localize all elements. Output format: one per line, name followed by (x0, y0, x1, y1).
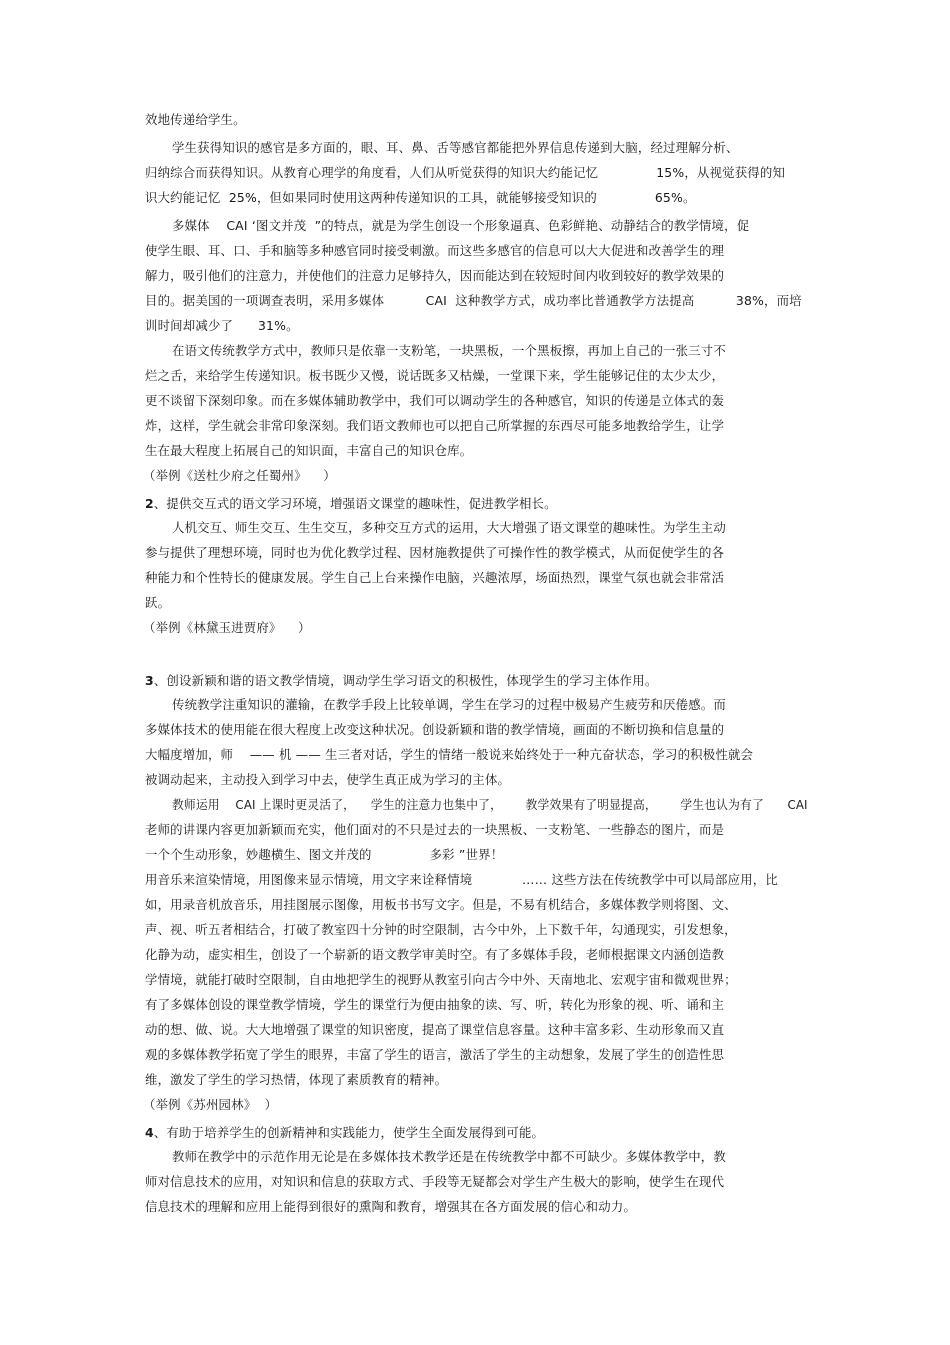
paragraph-line: 化静为动，虚实相生，创设了一个崭新的语文教学审美时空。有了多媒体手段，老师根据课文内涵创造教 (145, 947, 725, 962)
paragraph-line: 声、视、听五者相结合，打破了教室四十分钟的时空限制，古今中外，上下数千年，勾通现实，引发想象， (145, 922, 737, 937)
paragraph-line: 学情境，就能打破时空限制，自由地把学生的视野从教室引向古今中外、天南地北、宏观宇宙和微观世界； (145, 972, 737, 987)
paragraph-line: 人机交互、师生交互、生生交互，多种交互方式的运用，大大增强了语文课堂的趣味性。为学生主动 (172, 520, 726, 535)
paragraph-line: 更不谈留下深刻印象。而在多媒体辅助教学中，我们可以调动学生的各种感官，知识的传递是立体式的轰 (145, 393, 725, 408)
paragraph-line: 生在最大程度上拓展自己的知识面，丰富自己的知识仓库。 (145, 443, 473, 458)
paragraph-line: 大幅度增加，师 —— 机 —— 生三者对话，学生的情绪一般说来始终处于一种亢奋状态，学习的积极性就会 (145, 747, 754, 762)
paragraph-line: 用音乐来渲染情境，用图像来显示情境，用文字来诠释情境 …… 这些方法在传统教学中可以局部应用，比 (145, 872, 778, 887)
paragraph-line: 多媒体 CAI ‘图文并茂 ”的特点，就是为学生创设一个形象逼真、色彩鲜艳、动静结合的教学情境，促 (172, 218, 750, 233)
paragraph-line: 效地传递给学生。 (145, 112, 246, 127)
paragraph-line: 解力，吸引他们的注意力，并使他们的注意力足够持久，因而能达到在较短时间内收到较好的教学效果的 (145, 268, 725, 283)
paragraph-line: 使学生眼、耳、口、手和脑等多种感官同时接受刺激。而这些多感官的信息可以大大促进和改善学生的理 (145, 243, 725, 258)
paragraph-line: （举例《送杜少府之任蜀州》 ） (143, 468, 336, 483)
section-heading-text: 、有助于培养学生的创新精神和实践能力，使学生全面发展得到可能。 (153, 1125, 545, 1140)
paragraph-line: 动的想、做、说。大大地增强了课堂的知识密度，提高了课堂信息容量。这种丰富多彩、生动形象而又直 (145, 1022, 725, 1037)
section-heading (145, 673, 657, 689)
section-heading (145, 496, 557, 512)
paragraph-line: 跃。 (145, 595, 171, 610)
paragraph-line: 观的多媒体教学拓宽了学生的眼界，丰富了学生的语言，激活了学生的主动想象，发展了学生的创造性思 (145, 1047, 725, 1062)
paragraph-line: 种能力和个性特长的健康发展。学生自己上台来操作电脑，兴趣浓厚，场面热烈，课堂气氛也就会非常活 (145, 570, 725, 585)
paragraph-line: 在语文传统教学方式中，教师只是依靠一支粉笔，一块黑板，一个黑板擦，再加上自己的一张三寸不 (172, 343, 726, 358)
section-heading-text: 、创设新颖和谐的语文教学情境，调动学生学习语文的积极性，体现学生的学习主体作用。 (153, 673, 658, 688)
paragraph-line: 参与提供了理想环境，同时也为优化教学过程、因材施教提供了可操作性的教学模式，从而促使学生的各 (145, 545, 725, 560)
section-number: 3 (145, 673, 154, 688)
paragraph-line: 师对信息技术的应用，对知识和信息的获取方式、手段等无疑都会对学生产生极大的影响，使学生在现代 (145, 1174, 725, 1189)
paragraph-line: 传统教学注重知识的灌输，在教学手段上比较单调，学生在学习的过程中极易产生疲劳和厌倦感。而 (172, 697, 726, 712)
paragraph-line: 烂之舌，来给学生传递知识。板书既少又慢，说话既多又枯燥，一堂课下来，学生能够记住的太少太少， (145, 368, 725, 383)
paragraph-line: 如，用录音机放音乐，用挂图展示图像，用板书书写文字。但是，不易有机结合，多媒体教学则将图、文、 (145, 897, 737, 912)
paragraph-line: 教师在教学中的示范作用无论是在多媒体技术教学还是在传统教学中都不可缺少。多媒体教学中，教 (172, 1149, 726, 1164)
paragraph-line: （举例《林黛玉进贾府》 ） (143, 620, 311, 635)
paragraph-line: （举例《苏州园林》 ） (143, 1097, 278, 1112)
paragraph-line: 维，激发了学生的学习热情，体现了素质教育的精神。 (145, 1072, 448, 1087)
paragraph-line: 目的。据美国的一项调查表明，采用多媒体 CAI 这种教学方式，成功率比普通教学方法提高 38%，而培 (145, 293, 802, 308)
section-number: 4 (145, 1125, 154, 1140)
paragraph-line: 训时间却减少了 31%。 (145, 318, 299, 333)
section-heading-text: 、提供交互式的语文学习环境，增强语文课堂的趣味性，促进教学相长。 (153, 496, 557, 511)
section-heading (145, 1125, 544, 1141)
paragraph-line: 被调动起来，主动投入到学习中去，使学生真正成为学习的主体。 (145, 772, 511, 787)
paragraph-line: 教师运用 CAI 上课时更灵活了， 学生的注意力也集中了， 教学效果有了明显提高， 学生也认为有了 CAI (172, 797, 808, 812)
paragraph-line: 炸，这样，学生就会非常印象深刻。我们语文教师也可以把自己所掌握的东西尽可能多地教给学生，让学 (145, 418, 725, 433)
paragraph-line: 有了多媒体创设的课堂教学情境，学生的课堂行为便由抽象的读、写、听，转化为形象的视、听、诵和主 (145, 997, 725, 1012)
paragraph-line: 老师的讲课内容更加新颖而充实，他们面对的不只是过去的一块黑板、一支粉笔、一些静态的图片，而是 (145, 822, 725, 837)
paragraph-line: 信息技术的理解和应用上能得到很好的熏陶和教育，增强其在各方面发展的信心和动力。 (145, 1199, 637, 1214)
paragraph-line: 一个个生动形象，妙趣横生、图文并茂的 多彩 ”世界！ (145, 847, 504, 862)
section-number: 2 (145, 496, 154, 511)
paragraph-line: 归纳综合而获得知识。从教育心理学的角度看，人们从听觉获得的知识大约能记忆 15%，从视觉获得的知 (145, 165, 786, 180)
paragraph-line: 多媒体技术的使用能在很大程度上改变这种状况。创设新颖和谐的教学情境，画面的不断切换和信息量的 (145, 722, 725, 737)
paragraph-line: 识大约能记忆 25%，但如果同时使用这两种传递知识的工具，就能够接受知识的 65%。 (145, 190, 696, 205)
paragraph-line: 学生获得知识的感官是多方面的，眼、耳、鼻、舌等感官都能把外界信息传递到大脑，经过理解分析、 (172, 140, 739, 155)
